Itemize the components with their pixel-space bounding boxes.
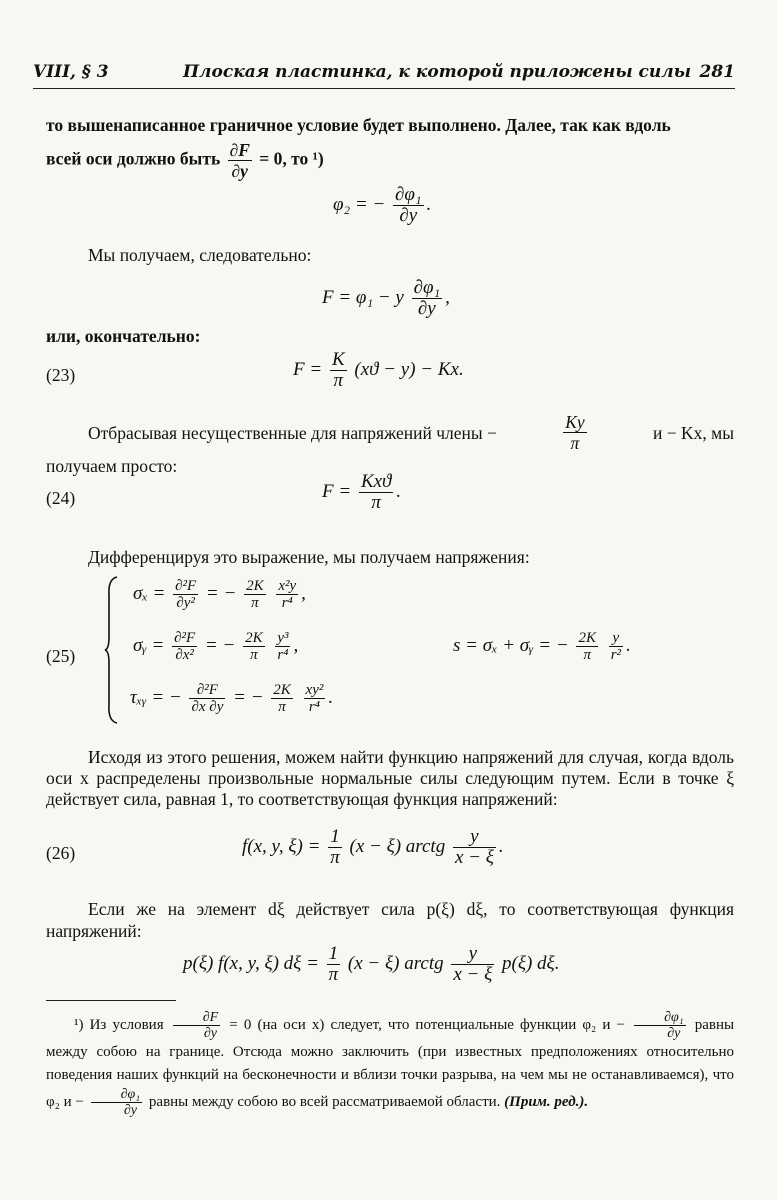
frac-num: ∂²F xyxy=(175,578,197,594)
section-label: VIII, § 3 xyxy=(33,62,109,82)
equation-25-side xyxy=(453,630,631,663)
frac-den: r⁴ xyxy=(277,647,289,663)
eq-lhs: F = xyxy=(322,480,352,502)
frac-den: ∂y xyxy=(231,161,248,181)
eq-lhs: σᵧ = xyxy=(133,634,165,656)
footnote-rule xyxy=(46,1000,176,1001)
fraction xyxy=(271,682,293,715)
frac-num: ∂φ₁ xyxy=(91,1087,143,1103)
paragraph-1-line-2 xyxy=(46,140,734,181)
eq-end: , xyxy=(293,634,299,656)
text-run: = 0, то ¹) xyxy=(259,148,324,169)
fraction xyxy=(275,630,290,663)
paragraph-7: Если же на элемент dξ действует сила p(ξ) dξ, то соответствующая функция напряжений: xyxy=(46,899,734,941)
eq-mid: = − xyxy=(233,686,264,708)
frac-den: π xyxy=(278,699,286,715)
equation-number-25: (25) xyxy=(46,646,76,666)
eq-lhs: F = φ₁ − y xyxy=(322,286,404,308)
eq-end: . xyxy=(498,835,504,857)
frac-den: ∂y xyxy=(203,1026,218,1041)
text-run: равны между собою на границе. Отсюда можно заключить (при известных предположениях относительно поведения наших функций на бесконечности и вблизи точки разрыва, на чем мы не останавливаемся), что φ₂ и − xyxy=(46,1016,735,1110)
eq-lhs: s = σₓ + σᵧ = − xyxy=(453,634,569,656)
equation-F1 xyxy=(322,278,450,319)
eq-mid: (x − ξ) arctg xyxy=(349,835,446,857)
paragraph-1 xyxy=(46,114,734,181)
frac-den: ∂x ∂y xyxy=(191,699,224,715)
eq-mid: = − xyxy=(204,634,236,656)
paragraph-4-line-2: получаем просто: xyxy=(46,456,178,476)
frac-num: ∂φ₁ xyxy=(395,184,422,205)
fraction xyxy=(91,1087,143,1118)
frac-num: Kxϑ xyxy=(360,471,392,492)
fraction xyxy=(328,827,342,868)
frac-num: y³ xyxy=(277,630,289,646)
paragraph-5: Дифференцируя это выражение, мы получаем напряжения: xyxy=(88,547,530,567)
frac-num: xy² xyxy=(305,682,324,698)
editor-note: (Прим. ред.). xyxy=(504,1093,589,1110)
equation-number-23: (23) xyxy=(46,365,76,385)
text-run: = 0 (на оси x) следует, что потенциальные функции φ₂ и xyxy=(229,1016,611,1033)
text-run: ¹) Из условия xyxy=(74,1016,164,1033)
frac-den: π xyxy=(250,647,258,663)
text-run: Отбрасывая несущественные для напряжений члены − xyxy=(88,422,497,443)
fraction xyxy=(172,630,197,663)
frac-num: y xyxy=(451,944,494,965)
eq-rest: (xϑ − y) − Kx. xyxy=(354,358,464,380)
eq-mid: (x − ξ) arctg xyxy=(347,952,444,974)
frac-num: y xyxy=(609,630,623,647)
paragraph-1-line-1: то вышенаписанное граничное условие будет выполнено. Далее, так как вдоль xyxy=(46,115,671,135)
left-brace-icon xyxy=(104,575,118,725)
frac-den: ∂y xyxy=(667,1026,681,1041)
fraction xyxy=(576,630,598,663)
fraction xyxy=(412,278,443,319)
text-run: − xyxy=(616,1016,625,1033)
fraction xyxy=(189,682,225,715)
fraction xyxy=(453,827,496,868)
frac-num: 2K xyxy=(578,630,596,646)
eq-lhs: f(x, y, ξ) = xyxy=(242,835,321,857)
text-run: равны между собою во всей рассматриваемой области. xyxy=(148,1093,501,1110)
frac-den: ∂y xyxy=(123,1103,137,1118)
frac-den: π xyxy=(328,964,339,985)
fraction xyxy=(173,578,198,611)
frac-num: ∂F xyxy=(229,140,250,160)
eq-lhs: φ₂ = − xyxy=(333,193,386,215)
fraction xyxy=(304,682,326,715)
fraction xyxy=(393,185,424,226)
footnote xyxy=(46,1010,734,1118)
eq-lhs: p(ξ) f(x, y, ξ) dξ = xyxy=(183,952,319,974)
frac-den: π xyxy=(371,492,381,513)
equation-26 xyxy=(242,827,504,868)
frac-num: x²y xyxy=(278,578,297,594)
eq-end: . xyxy=(328,686,334,708)
fraction xyxy=(276,578,298,611)
frac-den: π xyxy=(333,370,344,391)
frac-den: π xyxy=(583,647,591,663)
equation-25-row-3 xyxy=(130,682,333,715)
frac-den: ∂x² xyxy=(175,647,194,663)
frac-den: r⁴ xyxy=(281,595,293,611)
eq-end: p(ξ) dξ. xyxy=(502,952,560,974)
frac-num: 1 xyxy=(328,827,342,848)
frac-num: Ky xyxy=(565,412,585,432)
paragraph-4 xyxy=(46,412,734,477)
frac-num: y xyxy=(453,827,496,848)
fraction-dF-dy xyxy=(228,140,252,181)
eq-end: , xyxy=(445,286,450,308)
equation-24 xyxy=(322,472,401,513)
frac-den: π xyxy=(330,847,340,868)
equation-number-26: (26) xyxy=(46,843,76,863)
eq-mid: = − xyxy=(205,582,237,604)
eq-end: . xyxy=(396,480,402,502)
frac-den: π xyxy=(251,595,259,611)
paragraph-4-line-1 xyxy=(46,412,734,453)
frac-den: x − ξ xyxy=(454,847,494,868)
equation-27 xyxy=(183,944,559,985)
frac-den: ∂y xyxy=(417,298,436,319)
frac-num: 2K xyxy=(246,578,264,594)
frac-den: r⁴ xyxy=(308,699,320,715)
eq-lhs: τₓᵧ = − xyxy=(130,686,182,708)
fraction xyxy=(327,944,341,985)
fraction xyxy=(634,1010,686,1041)
frac-num: ∂²F xyxy=(189,682,225,699)
eq-end: , xyxy=(301,582,306,604)
equation-23 xyxy=(293,350,464,391)
text-run: всей оси должно быть xyxy=(46,148,221,169)
frac-num: ∂φ₁ xyxy=(413,277,441,298)
eq-lhs: F = xyxy=(293,358,323,380)
equation-25-row-1 xyxy=(133,578,306,611)
equation-phi2: φ₂ = − $\frac{\text{∂φ₁}}{\partial y}$ . xyxy=(333,184,432,226)
fraction xyxy=(359,472,393,513)
frac-num: K xyxy=(331,349,345,370)
frac-den: ∂y xyxy=(399,205,418,226)
fraction xyxy=(173,1010,220,1041)
fraction xyxy=(244,578,266,611)
frac-num: ∂φ₁ xyxy=(634,1010,686,1026)
fraction xyxy=(330,350,347,391)
paragraph-3: или, окончательно: xyxy=(46,326,201,346)
fraction xyxy=(243,630,265,663)
chapter-title: Плоская пластинка, к которой приложены силы xyxy=(183,62,691,82)
equation-25-row-2 xyxy=(133,630,298,663)
frac-num: ∂F xyxy=(173,1010,220,1026)
eq-lhs: σₓ = xyxy=(133,582,166,604)
fraction xyxy=(609,630,623,663)
frac-den: r² xyxy=(610,647,622,663)
frac-num: 2K xyxy=(273,682,291,698)
running-header xyxy=(33,62,735,89)
eq-end: . xyxy=(626,634,631,656)
paragraph-6: Исходя из этого решения, можем найти функцию напряжений для случая, когда вдоль оси x распределены произвольные нормальные силы следующим путем. Если в точке ξ действует сила, равная 1, то соответствующая функция напряжений: xyxy=(46,747,734,809)
equation-number-24: (24) xyxy=(46,488,76,508)
fraction-Ky-pi xyxy=(563,412,586,453)
paragraph-2: Мы получаем, следовательно: xyxy=(88,245,312,265)
frac-num: 2K xyxy=(245,630,263,646)
fraction xyxy=(451,944,494,985)
frac-den: x − ξ xyxy=(453,964,493,985)
frac-den: ∂y² xyxy=(176,595,195,611)
frac-num: 1 xyxy=(327,944,341,965)
frac-den: π xyxy=(570,433,580,453)
frac-num: ∂²F xyxy=(174,630,196,646)
page-number: 281 xyxy=(699,62,735,82)
text-run: и − Kx, мы xyxy=(653,422,734,443)
